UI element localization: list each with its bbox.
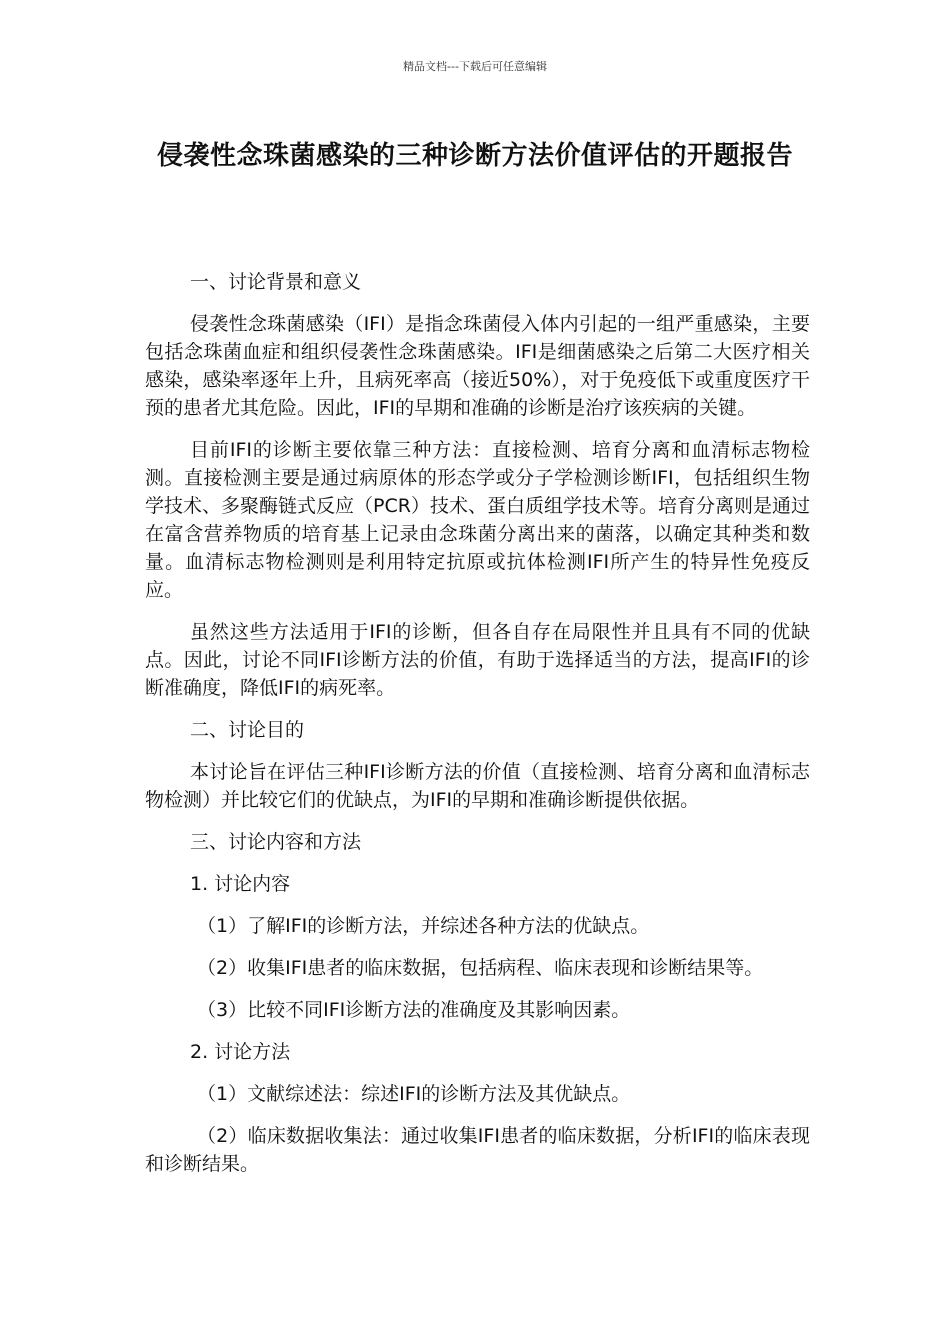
paragraph-ifi-definition: 侵袭性念珠菌感染（IFI）是指念珠菌侵入体内引起的一组严重感染，主要包括念珠菌血症和组织侵袭性念珠菌感染。IFI是细菌感染之后第二大医疗相关感染，感染率逐年上升，且病死率高（接近50%），对于免疫低下或重度医疗干预的患者尤其危险。因此，IFI的早期和准确的诊断是治疗该疾病的关键。 xyxy=(145,313,810,419)
page-header: 精品文档---下载后可任意编辑 xyxy=(403,60,547,73)
list-item: （2）收集IFI患者的临床数据，包括病程、临床表现和诊断结果等。 xyxy=(197,957,764,979)
document-title: 侵袭性念珠菌感染的三种诊断方法价值评估的开题报告 xyxy=(156,141,793,171)
section-heading-purpose: 二、讨论目的 xyxy=(190,719,305,741)
subheading-content: 1. 讨论内容 xyxy=(190,873,291,895)
list-item: （2）临床数据收集法：通过收集IFI患者的临床数据，分析IFI的临床表现和诊断结果。 xyxy=(145,1125,810,1175)
paragraph-purpose: 本讨论旨在评估三种IFI诊断方法的价值（直接检测、培育分离和血清标志物检测）并比较它们的优缺点，为IFI的早期和准确诊断提供依据。 xyxy=(145,761,810,811)
list-item: （1）了解IFI的诊断方法，并综述各种方法的优缺点。 xyxy=(197,915,650,937)
section-heading-content-methods: 三、讨论内容和方法 xyxy=(190,831,362,853)
paragraph-limitations: 虽然这些方法适用于IFI的诊断，但各自存在局限性并且具有不同的优缺点。因此，讨论不同IFI诊断方法的价值，有助于选择适当的方法，提高IFI的诊断准确度，降低IFI的病死率。 xyxy=(145,621,810,699)
list-item: （1）文献综述法：综述IFI的诊断方法及其优缺点。 xyxy=(197,1083,631,1105)
paragraph-diagnosis-methods: 目前IFI的诊断主要依靠三种方法：直接检测、培育分离和血清标志物检测。直接检测主要是通过病原体的形态学或分子学检测诊断IFI，包括组织生物学技术、多聚酶链式反应（PCR）技术、蛋白质组学技术等。培育分离则是通过在富含营养物质的培育基上记录由念珠菌分离出来的菌落，以确定其种类和数量。血清标志物检测则是利用特定抗原或抗体检测IFI所产生的特异性免疫反应。 xyxy=(145,439,810,601)
subheading-methods: 2. 讨论方法 xyxy=(190,1041,291,1063)
list-item: （3）比较不同IFI诊断方法的准确度及其影响因素。 xyxy=(197,999,631,1021)
section-heading-background: 一、讨论背景和意义 xyxy=(190,271,362,293)
document-body xyxy=(145,268,810,1192)
